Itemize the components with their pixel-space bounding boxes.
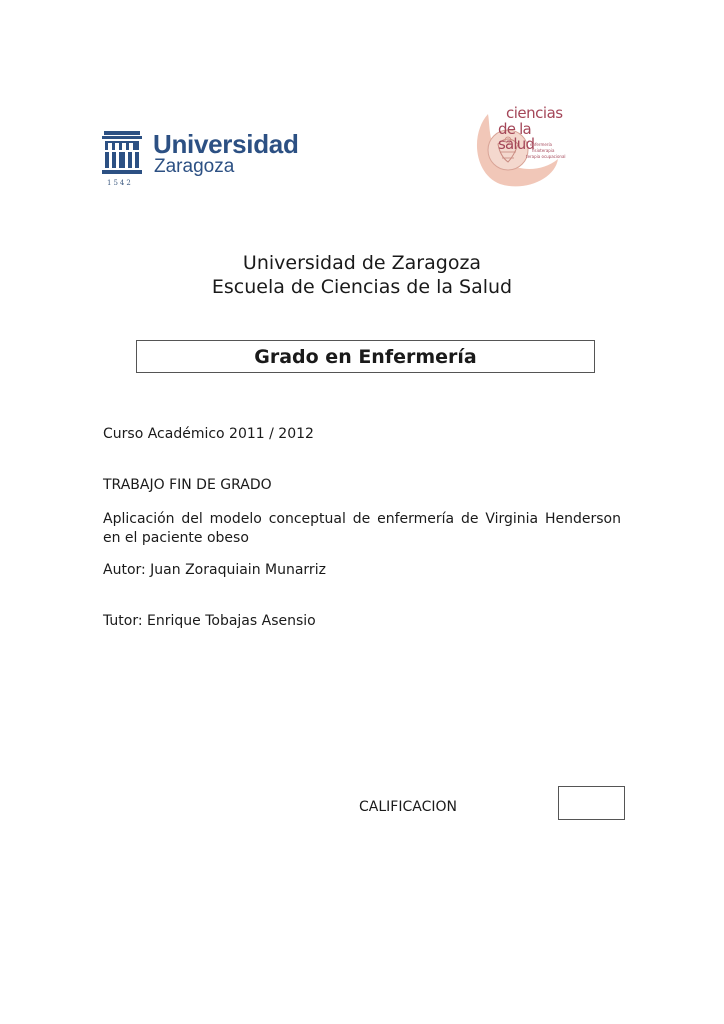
thesis-title-line2: en el paciente obeso <box>103 530 249 546</box>
grade-label: CALIFICACION <box>359 799 457 815</box>
faculty-logo <box>470 104 570 190</box>
academic-year: Curso Académico 2011 / 2012 <box>103 426 314 442</box>
thesis-title <box>103 510 621 548</box>
faculty-logo-line2: de la salud <box>498 120 535 153</box>
work-type: TRABAJO FIN DE GRADO <box>103 477 272 493</box>
faculty-logo-line1: ciencias <box>506 104 563 122</box>
degree-box <box>136 340 595 373</box>
university-logo-city: Zaragoza <box>154 156 235 177</box>
tutor: Tutor: Enrique Tobajas Asensio <box>103 613 316 629</box>
school-name: Escuela de Ciencias de la Salud <box>211 276 513 298</box>
faculty-logo-sub1: enfermería <box>530 142 553 147</box>
grade-box <box>558 786 625 820</box>
university-logo-name: Universidad <box>153 129 299 159</box>
degree-title: Grado en Enfermería <box>254 345 477 368</box>
university-logo <box>100 128 300 190</box>
faculty-logo-sub3: terapia ocupacional <box>526 154 566 159</box>
author: Autor: Juan Zoraquiain Munarriz <box>103 562 326 578</box>
university-founding-year: 1542 <box>107 179 133 187</box>
university-name: Universidad de Zaragoza <box>242 252 482 274</box>
thesis-title-line1: Aplicación del modelo conceptual de enfermería de Virginia Henderson <box>103 511 621 527</box>
faculty-logo-sub2: fisioterapia <box>532 148 555 153</box>
